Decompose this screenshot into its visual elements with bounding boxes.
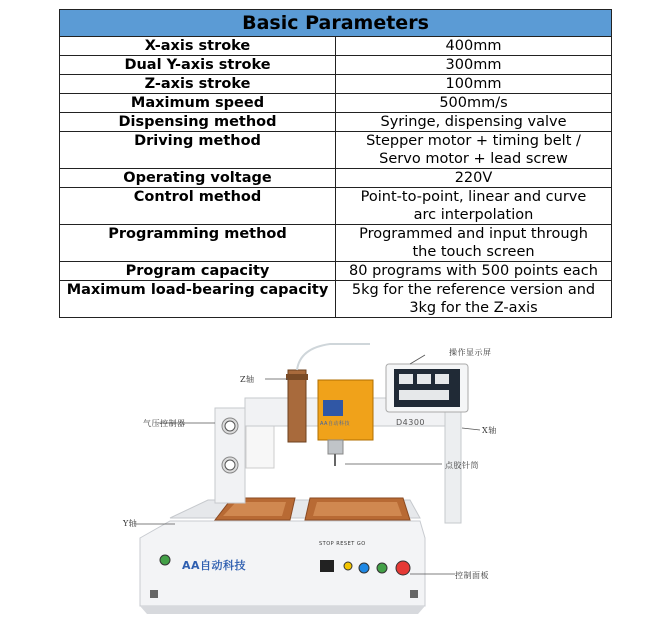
touch-screen <box>386 364 468 412</box>
param-value: 80 programs with 500 points each <box>336 262 612 281</box>
param-label: Dual Y-axis stroke <box>60 56 336 75</box>
param-label: Operating voltage <box>60 169 336 188</box>
param-label: Dispensing method <box>60 113 336 132</box>
param-value: 100mm <box>336 75 612 94</box>
head-brand-logo: AA自动科技 <box>320 421 350 427</box>
param-value: Programmed and input through the touch screen <box>336 225 612 262</box>
param-label: Control method <box>60 188 336 225</box>
table-row <box>60 132 612 169</box>
callout-y-axis: Y轴 <box>123 519 138 528</box>
param-value: 500mm/s <box>336 94 612 113</box>
param-value: 300mm <box>336 56 612 75</box>
callout-x-axis: X轴 <box>482 426 497 435</box>
brand-logo: AA自动科技 <box>182 559 247 572</box>
table-header-row <box>60 10 612 37</box>
table-row <box>60 188 612 225</box>
dispensing-machine-photo <box>120 338 540 628</box>
table-row <box>60 75 612 94</box>
table-row <box>60 37 612 56</box>
panel-label: STOP RESET GO <box>319 541 366 547</box>
param-label: Driving method <box>60 132 336 169</box>
table-row <box>60 169 612 188</box>
callout-touch-screen: 操作显示屏 <box>449 348 492 357</box>
param-value: 5kg for the reference version and 3kg for the Z-axis <box>336 281 612 318</box>
table-row <box>60 225 612 262</box>
table-row <box>60 281 612 318</box>
param-value: Syringe, dispensing valve <box>336 113 612 132</box>
param-value: Point-to-point, linear and curve arc interpolation <box>336 188 612 225</box>
param-label: Z-axis stroke <box>60 75 336 94</box>
param-value: 220V <box>336 169 612 188</box>
callout-pressure-controller: 气压控制器 <box>143 419 186 428</box>
param-label: X-axis stroke <box>60 37 336 56</box>
param-label: Maximum load-bearing capacity <box>60 281 336 318</box>
param-label: Program capacity <box>60 262 336 281</box>
table-row <box>60 262 612 281</box>
table-row <box>60 94 612 113</box>
basic-parameters-table <box>59 9 612 318</box>
param-label: Maximum speed <box>60 94 336 113</box>
model-label: D4300 <box>396 418 426 427</box>
table-row <box>60 56 612 75</box>
param-value: 400mm <box>336 37 612 56</box>
callout-control-panel: 控制面板 <box>455 571 489 580</box>
param-label: Programming method <box>60 225 336 262</box>
callout-dispensing-syringe: 点胶针筒 <box>445 461 479 470</box>
param-value: Stepper motor + timing belt / Servo motor + lead screw <box>336 132 612 169</box>
table-title: Basic Parameters <box>60 10 612 37</box>
callout-z-axis: Z轴 <box>240 375 255 384</box>
table-row <box>60 113 612 132</box>
